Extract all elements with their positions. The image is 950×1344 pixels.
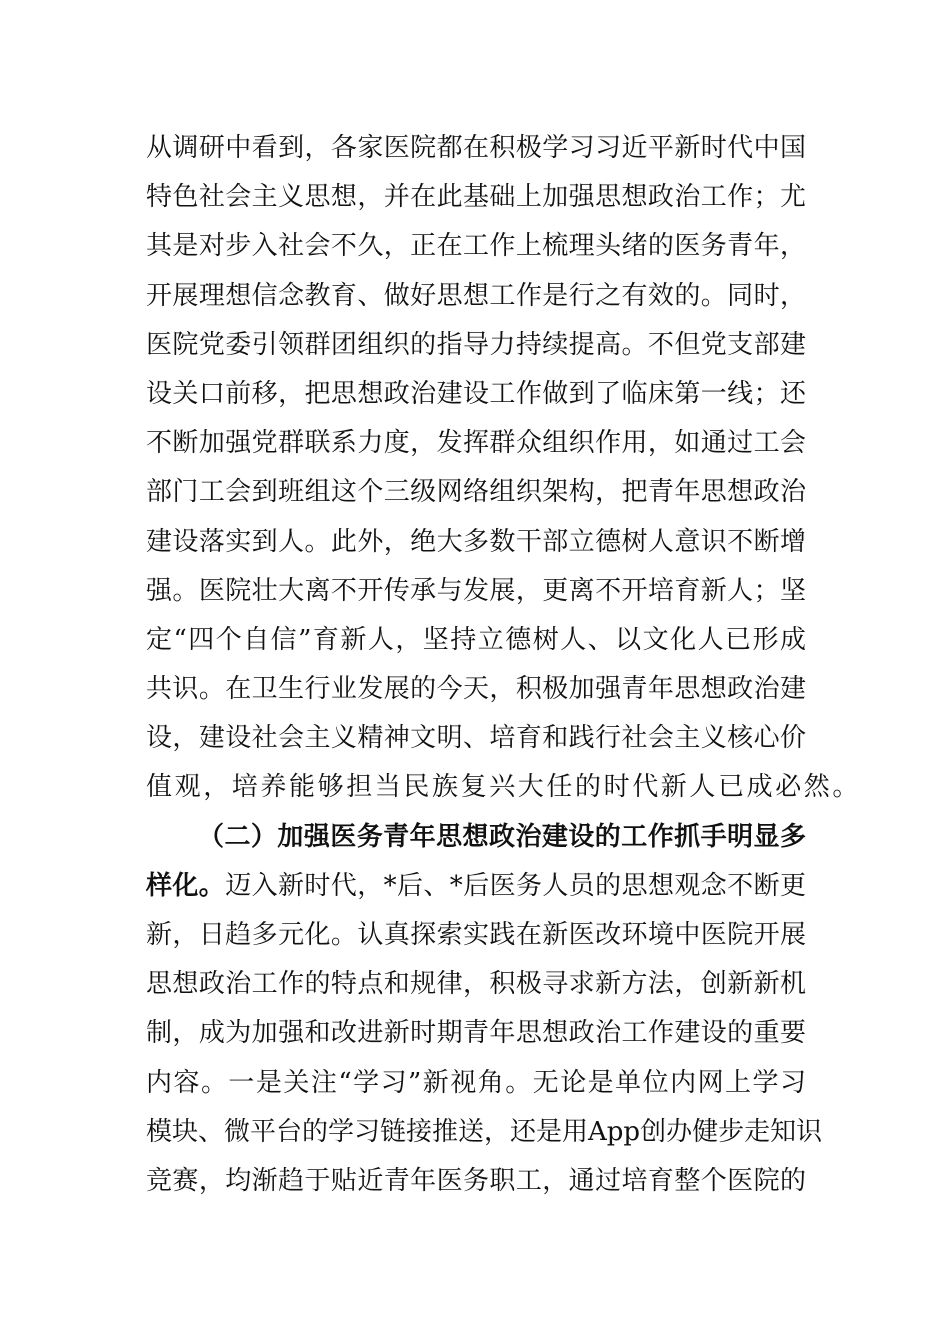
- text-line: 新，日趋多元化。认真探索实践在新医改环境中医院开展: [146, 920, 806, 950]
- text-line: 特色社会主义思想，并在此基础上加强思想政治工作；尤: [146, 182, 806, 213]
- text-line: 部门工会到班组这个三级网络组织架构，把青年思想政治: [146, 477, 806, 508]
- text-line: 内容。一是关注“学习”新视角。无论是单位内网上学习: [146, 1067, 806, 1098]
- text-line: 医院党委引领群团组织的指导力持续提高。不但党支部建: [146, 329, 806, 360]
- text-line: 制，成为加强和改进新时期青年思想政治工作建设的重要: [146, 1018, 806, 1049]
- heading-end: 样化。: [146, 870, 226, 901]
- text-line: 不断加强党群联系力度，发挥群众组织作用，如通过工会: [146, 428, 806, 459]
- text-line: 开展理想信念教育、做好思想工作是行之有效的。同时，: [146, 280, 806, 311]
- text-line: 设关口前移，把思想政治建设工作做到了临床第一线；还: [146, 378, 806, 409]
- text-line: 共识。在卫生行业发展的今天，积极加强青年思想政治建: [146, 674, 806, 705]
- text-line: 强。医院壮大离不开传承与发展，更离不开培育新人；坚: [146, 575, 806, 606]
- text-line: 思想政治工作的特点和规律，积极寻求新方法，创新新机: [146, 969, 806, 1000]
- heading-continuation-line: [146, 862, 806, 911]
- text-line: 建设落实到人。此外，绝大多数干部立德树人意识不断增: [146, 526, 806, 557]
- text-line: 从调研中看到，各家医院都在积极学习习近平新时代中国: [146, 133, 806, 163]
- text-line: 其是对步入社会不久，正在工作上梳理头绪的医务青年，: [146, 231, 806, 262]
- body-text: [146, 124, 862, 1206]
- text-line: 定“四个自信”育新人，坚持立德树人、以文化人已形成: [146, 624, 806, 655]
- text-line: 竞赛，均渐趋于贴近青年医务职工，通过培育整个医院的: [146, 1165, 806, 1196]
- paragraph-start: 迈入新时代，*后、*后医务人员的思想观念不断更: [225, 870, 806, 901]
- text-line: 设，建设社会主义精神文明、培育和践行社会主义核心价: [146, 723, 806, 754]
- text-line: 值观，培养能够担当民族复兴大任的时代新人已成必然。: [146, 772, 862, 803]
- text-line: 模块、微平台的学习链接推送，还是用App创办健步走知识: [146, 1116, 823, 1147]
- section-heading: （二）加强医务青年思想政治建设的工作抓手明显多: [198, 821, 806, 852]
